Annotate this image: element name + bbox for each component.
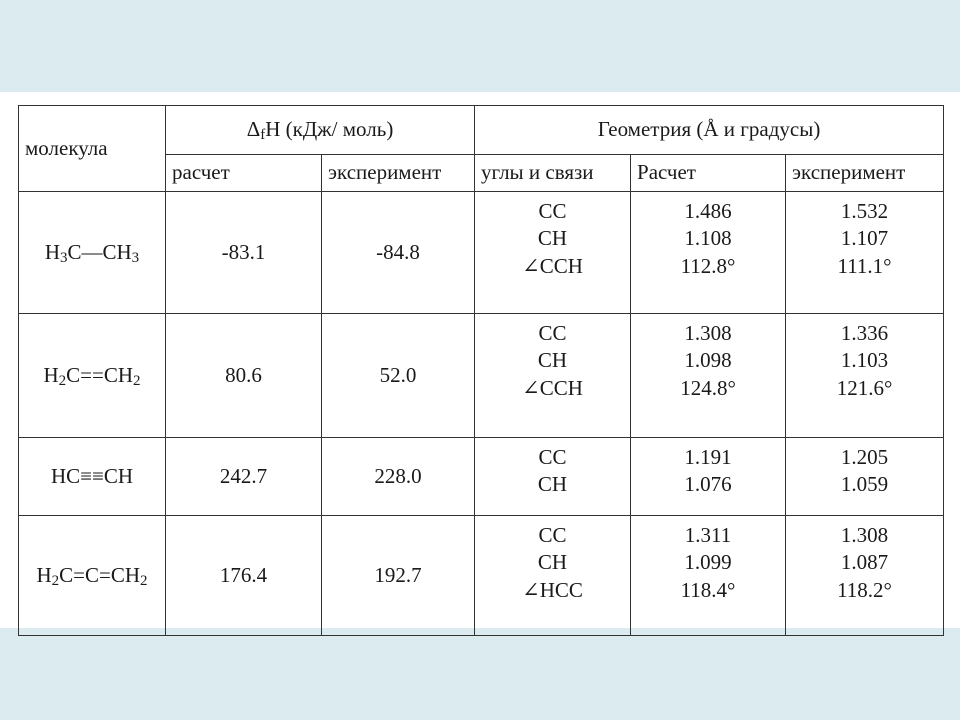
value: 111.1° [837,253,892,278]
value: 118.2° [837,577,892,602]
value: 1.532 [840,199,889,223]
molecule-cell: $H_3C—CH_3$ [19,192,166,314]
table-row [19,516,944,636]
param: CH [537,550,568,575]
table-row [19,438,944,516]
value: 1.205 [840,445,889,469]
value: 1.311 [684,523,732,547]
table-row [19,192,944,314]
params-cell [475,192,631,314]
value: 1.336 [840,321,889,345]
geom-calc-header: Расчет [631,155,786,192]
table-row [19,314,944,438]
geom-exp-cell [786,438,944,516]
value: 1.486 [684,199,732,223]
calc-header: расчет [166,155,322,192]
enthalpy-header [166,106,475,155]
param: ∠HCC [522,577,583,602]
value: 121.6° [836,375,893,400]
params-cell [475,516,631,636]
param: ∠CCH [522,253,583,278]
value: 1.087 [840,550,889,575]
value: 1.103 [840,348,889,373]
molecule-cell: HC≡≡CH [19,438,166,516]
enthalpy-header-rest: H (кДж/ моль) [265,117,394,142]
geom-exp-cell [786,314,944,438]
dh-calc-cell: 80.6 [166,314,322,438]
param: ∠CCH [522,375,583,400]
geom-exp-cell [786,516,944,636]
geom-calc-cell [631,192,786,314]
value: 1.076 [684,472,732,497]
value: 1.108 [684,226,732,251]
dh-calc-cell: -83.1 [166,192,322,314]
molecule-cell: $H_2C=C=CH_2$ [19,516,166,636]
geom-calc-cell [631,516,786,636]
param: CH [537,348,568,373]
value: 1.099 [684,550,732,575]
value: 1.308 [684,321,732,345]
geom-exp-cell [786,192,944,314]
geom-calc-cell [631,314,786,438]
param: CC [538,523,567,547]
geom-experiment-header: эксперимент [786,155,944,192]
param: CC [538,199,567,223]
value: 112.8° [680,253,736,278]
param: CC [538,321,567,345]
dh-calc-cell: 176.4 [166,516,322,636]
dh-exp-cell: 228.0 [322,438,475,516]
dh-exp-cell: 192.7 [322,516,475,636]
param: CH [537,226,568,251]
value: 118.4° [680,577,736,602]
molecule-header: молекула [19,106,166,192]
experiment-header: эксперимент [322,155,475,192]
value: 1.308 [840,523,889,547]
dh-exp-cell: 52.0 [322,314,475,438]
dh-calc-cell: 242.7 [166,438,322,516]
angles-bonds-header: углы и связи [475,155,631,192]
delta-subscript: f [260,127,266,144]
param: CH [537,472,568,497]
thermochem-table [18,105,944,636]
params-cell [475,314,631,438]
dh-exp-cell: -84.8 [322,192,475,314]
delta-symbol: Δ [246,117,261,142]
molecule-cell: $H_2C==CH_2$ [19,314,166,438]
value: 1.098 [684,348,732,373]
header-row-1 [19,106,944,155]
geom-calc-cell [631,438,786,516]
value: 1.059 [840,472,889,497]
param: CC [538,445,567,469]
value: 1.107 [840,226,889,251]
value: 124.8° [680,375,736,400]
geometry-header: Геометрия (Å и градусы) [475,106,944,155]
params-cell [475,438,631,516]
value: 1.191 [684,445,732,469]
